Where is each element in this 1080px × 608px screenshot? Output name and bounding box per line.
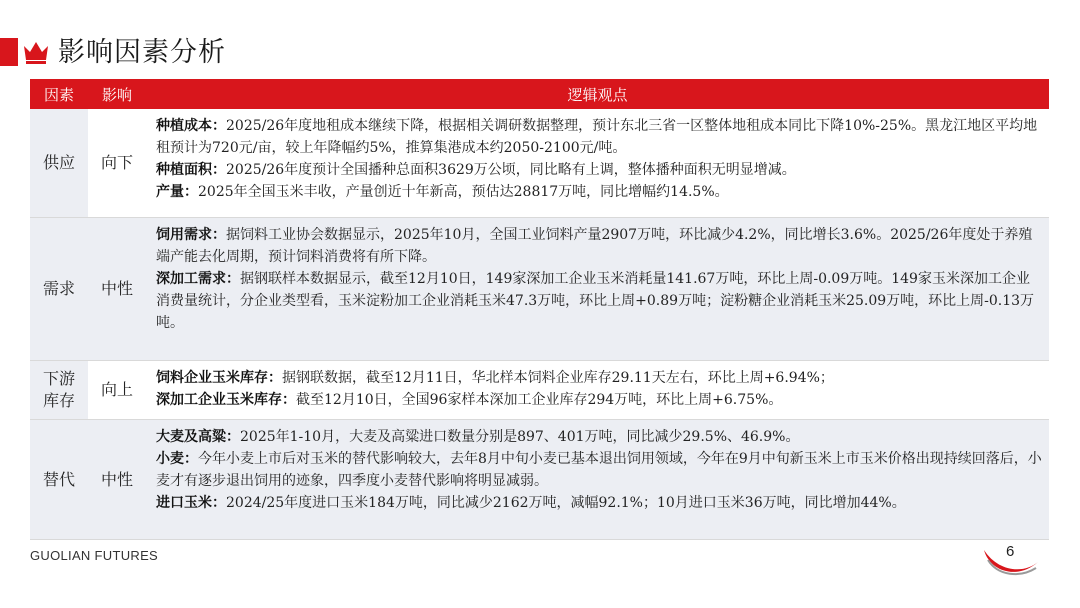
paragraph-text: 2025年全国玉米丰收，产量创近十年新高，预估达28817万吨，同比增幅约14.5%。: [198, 184, 729, 200]
impact-cell: 向上: [88, 361, 146, 419]
logic-cell: [146, 218, 1049, 360]
keyword: 种植面积：: [156, 162, 226, 178]
factor-cell: 下游 库存: [30, 361, 88, 419]
keyword: 深加工需求：: [156, 271, 240, 287]
table-row-downstream-inventory: [30, 361, 1049, 420]
keyword: 深加工企业玉米库存：: [156, 392, 296, 408]
paragraph-text: 截至12月10日，全国96家样本深加工企业库存294万吨，环比上周+6.75%。: [296, 392, 783, 408]
logic-paragraph: [156, 426, 1043, 448]
paragraph-text: 据饲料工业协会数据显示，2025年10月，全国工业饲料产量2907万吨，环比减少4.2%，同比增长3.6%。2025/26年度处于养殖端产能去化周期，预计饲料消费将有所下降。: [156, 227, 1033, 265]
page-number: 6: [1006, 543, 1015, 560]
table-row-demand: [30, 218, 1049, 361]
keyword: 饲用需求：: [156, 227, 226, 243]
title-bar: [0, 36, 1080, 70]
keyword: 进口玉米：: [156, 495, 226, 511]
table-header: [30, 79, 1049, 109]
paragraph-text: 今年小麦上市后对玉米的替代影响较大，去年8月中旬小麦已基本退出饲用领域，今年在9月中旬新玉米上市玉米价格出现持续回落后，小麦才有逐步退出饲用的迹象，四季度小麦替代影响将明显减弱。: [156, 451, 1042, 489]
keyword: 饲料企业玉米库存：: [156, 370, 282, 386]
logic-paragraph: [156, 181, 1043, 203]
factor-cell: 需求: [30, 218, 88, 360]
factor-cell: 替代: [30, 420, 88, 539]
paragraph-text: 2025年1-10月，大麦及高粱进口数量分别是897、401万吨，同比减少29.5%、46.9%。: [240, 429, 800, 445]
impact-cell: 向下: [88, 109, 146, 217]
crown-icon: [22, 39, 50, 65]
logic-paragraph: [156, 492, 1043, 514]
page-title: 影响因素分析: [58, 37, 226, 68]
paragraph-text: 2024/25年度进口玉米184万吨，同比减少2162万吨，减幅92.1%；10月进口玉米36万吨，同比增加44%。: [226, 495, 906, 511]
logic-cell: [146, 361, 1049, 419]
logic-paragraph: [156, 448, 1043, 492]
factor-cell: 供应: [30, 109, 88, 217]
logic-paragraph: [156, 367, 1043, 389]
logic-cell: [146, 109, 1049, 217]
column-header-factor: 因素: [43, 85, 74, 104]
keyword: 种植成本：: [156, 118, 226, 134]
logic-paragraph: [156, 115, 1043, 159]
impact-cell: 中性: [88, 420, 146, 539]
logic-paragraph: [156, 224, 1043, 268]
logic-cell: [146, 420, 1049, 539]
keyword: 小麦：: [156, 451, 198, 467]
column-header-logic: 逻辑观点: [567, 85, 628, 104]
column-header-impact: 影响: [101, 85, 132, 104]
logic-paragraph: [156, 389, 1043, 411]
logic-paragraph: [156, 268, 1043, 334]
keyword: 产量：: [156, 184, 198, 200]
factor-table: [30, 79, 1049, 540]
table-row-supply: [30, 109, 1049, 218]
paragraph-text: 2025/26年度预计全国播种总面积3629万公顷，同比略有上调，整体播种面积无明显增减。: [226, 162, 796, 178]
paragraph-text: 据钢联样本数据显示，截至12月10日，149家深加工企业玉米消耗量141.67万吨，环比上周-0.09万吨。149家玉米深加工企业消费量统计，分企业类型看，玉米淀粉加工企业消耗玉米47.3万吨，环比上周+0.89万吨；淀粉糖企业消耗玉米25.09万吨，环比上周-0.13万吨。: [156, 271, 1035, 331]
logic-paragraph: [156, 159, 1043, 181]
table-row-substitute: [30, 420, 1049, 540]
paragraph-text: 2025/26年度地租成本继续下降，根据相关调研数据整理，预计东北三省一区整体地租成本同比下降10%-25%。黑龙江地区平均地租预计为720元/亩，较上年降幅约5%，推算集港成本约2050-2100元/吨。: [156, 118, 1038, 156]
keyword: 大麦及高粱：: [156, 429, 240, 445]
footer-brand: GUOLIAN FUTURES: [30, 548, 159, 563]
title-accent-block: [0, 38, 18, 66]
paragraph-text: 据钢联数据，截至12月11日，华北样本饲料企业库存29.11天左右，环比上周+6.94%；: [282, 370, 834, 386]
impact-cell: 中性: [88, 218, 146, 360]
